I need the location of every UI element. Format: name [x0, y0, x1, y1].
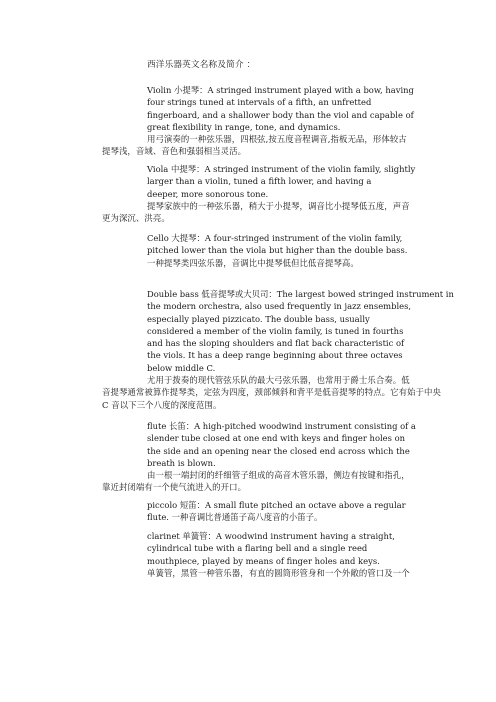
- entry-line: four strings tuned at intervals of a fifth, an unfretted: [147, 97, 372, 108]
- entry-line: the side and an opening near the closed end across which the: [147, 445, 410, 456]
- entry-line: piccolo 短笛：A small flute pitched an octave above a regular: [147, 500, 406, 510]
- entry-piccolo: [102, 499, 458, 524]
- entry-line: the viols. It has a deep range beginning about three octaves: [147, 350, 403, 361]
- entry-line: slender tube closed at one end with keys and finger holes on: [147, 433, 406, 444]
- entry-line: Viola 中提琴：A stringed instrument of the violin family, slightly: [147, 164, 416, 174]
- entry-viola: [102, 163, 458, 224]
- entry-line: and has the sloping shoulders and flat back characteristic of: [147, 338, 405, 349]
- entry-flute: [102, 420, 458, 494]
- entry-chinese-line: 更为深沉、洪亮。: [102, 213, 170, 224]
- entry-chinese-line: 用弓演奏的一种弦乐器，四根弦,按五度音程调音,指板无品，形体较古: [147, 134, 407, 145]
- entry-line: mouthpiece, played by means of finger holes and keys.: [147, 555, 380, 566]
- entry-line: larger than a violin, tuned a fifth lower, and having a: [147, 176, 372, 187]
- entry-line: clarinet 单簧管：A woodwind instrument having a straight,: [147, 531, 395, 541]
- document-title: 西洋乐器英文名称及简介 ：: [147, 60, 256, 70]
- entry-line: pitched lower than the viola but higher than the double bass.: [147, 245, 408, 256]
- entry-chinese-line: 一种提琴类四弦乐器，音调比中提琴低但比低音提琴高。: [147, 257, 359, 268]
- entry-line: below middle C.: [147, 362, 216, 373]
- entry-chinese-line: 尤用于拨奏的现代管弦乐队的最大弓弦乐器，也常用于爵士乐合奏。低: [147, 375, 410, 386]
- entry-cello: [102, 232, 458, 269]
- entry-line: Cello 大提琴：A four-stringed instrument of the violin family,: [147, 233, 403, 243]
- entry-line: flute. 一种音调比普通笛子高八度音的小笛子。: [147, 512, 323, 523]
- entry-line: especially played pizzicato. The double bass, usually: [147, 313, 370, 324]
- entry-line: breath is blown.: [147, 457, 216, 468]
- entry-line: deeper, more sonorous tone.: [147, 188, 269, 199]
- entry-line: Double bass 低音提琴或大贝司：The largest bowed stringed instrument in: [147, 289, 454, 299]
- entry-line: fingerboard, and a shallower body than the viol and capable of: [147, 109, 414, 120]
- entry-line: great flexibility in range, tone, and dynamics.: [147, 121, 341, 132]
- entry-chinese-line: 单簧管，黑管一种管乐器，有直的圆筒形管身和一个外敞的管口及一个: [147, 567, 410, 578]
- entry-clarinet: [102, 530, 458, 579]
- entry-line: the modern orchestra, also used frequently in jazz ensembles,: [147, 301, 412, 312]
- entry-line: flute 长笛：A high-pitched woodwind instrument consisting of a: [147, 421, 416, 431]
- entry-line: cylindrical tube with a flaring bell and a single reed: [147, 543, 368, 554]
- entry-chinese-line: C 音以下三个八度的深度范围。: [102, 399, 222, 410]
- entry-chinese-line: 提琴浅，音域、音色和强弱相当灵活。: [102, 146, 247, 157]
- entry-double-bass: [102, 288, 458, 411]
- entry-chinese-line: 音提琴通常被算作提琴类，定弦为四度，颈部倾斜和背平是低音提琴的特点。它有始于中央: [102, 387, 441, 398]
- entry-chinese-line: 提琴家族中的一种弦乐器，稍大于小提琴，调音比小提琴低五度，声音: [147, 200, 410, 211]
- entry-violin: [102, 84, 458, 158]
- entry-line: Violin 小提琴：A stringed instrument played with a bow, having: [147, 85, 414, 95]
- entry-chinese-line: 靠近封闭端有一个使气流进入的开口。: [102, 482, 247, 493]
- entry-line: considered a member of the violin family, is tuned in fourths: [147, 325, 404, 336]
- entry-chinese-line: 由一根一端封闭的纤细管子组成的高音木管乐器，侧边有按键和指孔，: [147, 470, 410, 481]
